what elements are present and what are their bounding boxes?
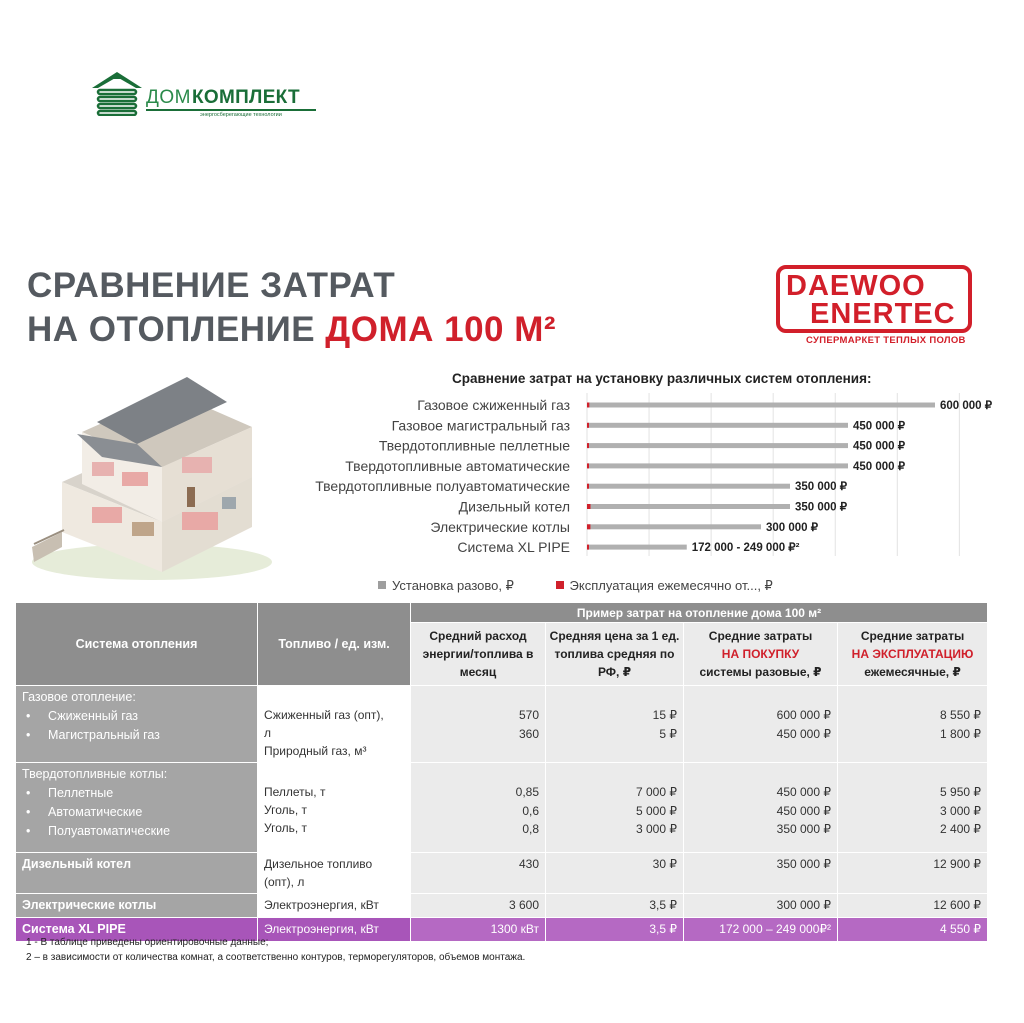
- chart-data-label: 172 000 - 249 000 ₽²: [691, 542, 800, 555]
- row-electric-system: [16, 894, 258, 918]
- row-solid-usage: [411, 763, 546, 853]
- row-electric-buy: 300 000 ₽: [684, 894, 838, 918]
- chart-bar-operation: [587, 443, 589, 448]
- row-diesel-price: 30 ₽: [546, 853, 684, 894]
- chart-title: Сравнение затрат на установку различных систем отопления:: [452, 371, 872, 386]
- brand-logo-daewoo-enertec: [776, 265, 972, 347]
- row-xl-usage: 1300 кВт: [411, 918, 546, 942]
- chart-bar-operation: [587, 403, 589, 408]
- house-cutaway-illustration: [22, 372, 272, 582]
- row-solid-monthly: [838, 763, 988, 853]
- row-gas-price-1: 15 ₽: [652, 708, 677, 722]
- legend-swatch-red: [556, 581, 564, 589]
- row-gas-system: [16, 686, 258, 763]
- chart-bar-operation: [587, 504, 591, 509]
- row-electric-fuel: Электроэнергия, кВт: [258, 894, 411, 918]
- header-system: Система отопления: [16, 603, 258, 686]
- row-xl-name: Система XL PIPE: [22, 922, 126, 936]
- table-row-solid: [16, 763, 988, 853]
- header-price: Средняя цена за 1 ед. топлива средняя по РФ, ₽: [546, 623, 684, 686]
- row-gas-usage: [411, 686, 546, 763]
- header-fuel: Топливо / ед. изм.: [258, 603, 411, 686]
- header-monthly-line2: НА ЭКСПЛУАТАЦИЮ: [851, 647, 974, 661]
- row-gas-name: Газовое отопление:: [22, 690, 136, 704]
- row-solid-fuel: [258, 763, 411, 853]
- row-solid-usage-1: 0,85: [515, 785, 539, 799]
- chart-bar-installation: [587, 463, 848, 468]
- legend-swatch-gray: [378, 581, 386, 589]
- table-row-gas: [16, 686, 988, 763]
- row-solid-monthly-1: 5 950 ₽: [940, 785, 982, 799]
- row-solid-buy-3: 350 000 ₽: [776, 822, 831, 836]
- chart-bar-operation: [587, 484, 589, 489]
- chart-data-label: 350 000 ₽: [795, 481, 848, 494]
- brand-line-1: DAEWOO: [786, 270, 926, 302]
- row-electric-usage: 3 600: [411, 894, 546, 918]
- chart-data-label: 350 000 ₽: [795, 501, 848, 514]
- row-gas-monthly-1: 8 550 ₽: [940, 708, 982, 722]
- row-gas-buy: [684, 686, 838, 763]
- header-monthly-line3: ежемесячные, ₽: [864, 665, 961, 679]
- title-line-2-prefix: НА ОТОПЛЕНИЕ: [27, 310, 326, 349]
- legend-label-installation: Установка разово, ₽: [392, 578, 514, 593]
- row-solid-system: [16, 763, 258, 853]
- row-gas-items: [22, 707, 251, 745]
- header-buy-line3: системы разовые, ₽: [699, 665, 822, 679]
- row-solid-name: Твердотопливные котлы:: [22, 767, 168, 781]
- header-monthly-line1: Средние затраты: [860, 629, 965, 643]
- chart-bar-operation: [587, 423, 589, 428]
- row-electric-monthly: 12 600 ₽: [838, 894, 988, 918]
- row-diesel-fuel-2: (опт), л: [264, 875, 305, 889]
- chart-category-label: Твердотопливные пеллетные: [378, 437, 570, 454]
- row-diesel-monthly: 12 900 ₽: [838, 853, 988, 894]
- row-diesel-buy: 350 000 ₽: [684, 853, 838, 894]
- chart-category-label: Газовое сжиженный газ: [417, 397, 570, 413]
- chart-category-label: Дизельный котел: [458, 498, 570, 515]
- table-row-electric: [16, 894, 988, 918]
- row-solid-item-3: • Полуавтоматические: [22, 822, 251, 841]
- row-solid-fuel-1: Пеллеты, т: [264, 785, 326, 799]
- chart-bar-operation: [587, 463, 589, 468]
- logo-tagline: энергосберегающие технологии: [200, 112, 282, 118]
- row-solid-fuel-3: Уголь, т: [264, 821, 308, 835]
- row-gas-buy-2: 450 000 ₽: [776, 726, 831, 741]
- row-gas-usage-1: 570: [518, 708, 539, 722]
- chart-category-label: Система XL PIPE: [457, 539, 570, 556]
- row-diesel-usage: 430: [411, 853, 546, 894]
- row-solid-monthly-2: 3 000 ₽: [940, 803, 982, 818]
- chart-bar-installation: [587, 484, 790, 489]
- row-gas-monthly: [838, 686, 988, 763]
- legend-label-operation: Эксплуатация ежемесячно от..., ₽: [569, 578, 773, 593]
- chart-bar-operation: [587, 545, 589, 550]
- header-buy: [684, 623, 838, 686]
- row-solid-fuel-2: Уголь, т: [264, 803, 308, 817]
- row-solid-buy-1: 450 000 ₽: [776, 785, 831, 799]
- row-electric-price: 3,5 ₽: [546, 894, 684, 918]
- row-solid-monthly-3: 2 400 ₽: [940, 822, 982, 836]
- brand-line-2: ENERTEC: [810, 298, 956, 330]
- row-solid-item-2: • Автоматические: [22, 803, 251, 822]
- header-super: Пример затрат на отопление дома 100 м²: [411, 603, 988, 623]
- footnotes: [26, 935, 525, 965]
- row-electric-name: Электрические котлы: [22, 898, 157, 912]
- row-solid-price: [546, 763, 684, 853]
- page-title: [27, 264, 556, 352]
- logo-text-komplekt: КОМПЛЕКТ: [192, 87, 300, 108]
- chart-category-label: Газовое магистральный газ: [391, 417, 570, 434]
- header-monthly: [838, 623, 988, 686]
- row-gas-fuel-2: л: [264, 726, 272, 740]
- header-usage: Средний расход энергии/топлива в месяц: [411, 623, 546, 686]
- row-solid-item-1: • Пеллетные: [22, 784, 251, 803]
- row-solid-items: [22, 784, 251, 841]
- header-buy-line2: НА ПОКУПКУ: [721, 647, 800, 661]
- chart-bar-installation: [587, 403, 935, 408]
- row-gas-monthly-2: 1 800 ₽: [940, 726, 982, 741]
- row-gas-price: [546, 686, 684, 763]
- chart-data-label: 600 000 ₽: [940, 400, 993, 412]
- row-solid-buy-2: 450 000 ₽: [776, 803, 831, 818]
- footnote-1: 1 - В таблице приведены ориентировочные данные;: [26, 937, 269, 948]
- row-gas-price-2: 5 ₽: [659, 726, 677, 741]
- row-diesel-system: [16, 853, 258, 894]
- row-solid-usage-2: 0,6: [522, 803, 539, 818]
- row-gas-usage-2: 360: [518, 726, 539, 741]
- row-solid-price-2: 5 000 ₽: [636, 803, 677, 818]
- brand-subtitle: СУПЕРМАРКЕТ ТЕПЛЫХ ПОЛОВ: [806, 335, 966, 346]
- chart-bar-installation: [587, 423, 848, 428]
- row-diesel-name: Дизельный котел: [22, 857, 132, 871]
- table-row-diesel: [16, 853, 988, 894]
- row-diesel-fuel: [258, 853, 411, 894]
- chart-data-label: 450 000 ₽: [853, 440, 906, 453]
- title-highlight: ДОМА 100 М²: [325, 310, 557, 349]
- chart-bar-operation: [587, 524, 590, 529]
- footnote-2: 2 – в зависимости от количества комнат, а соответственно контуров, терморегуляторов, объемов монтажа.: [26, 952, 526, 963]
- house-logo-icon: [90, 70, 144, 116]
- row-gas-buy-1: 600 000 ₽: [776, 708, 831, 722]
- company-logo: [90, 70, 330, 120]
- row-gas-fuel: [258, 686, 411, 763]
- chart-bar-installation: [587, 545, 687, 550]
- row-xl-fuel: Электроэнергия, кВт: [258, 918, 411, 942]
- chart-legend: [378, 578, 773, 594]
- row-solid-price-1: 7 000 ₽: [636, 785, 677, 799]
- chart-bar-installation: [587, 524, 761, 529]
- row-xl-monthly: 4 550 ₽: [838, 918, 988, 942]
- row-solid-usage-3: 0,8: [522, 822, 539, 836]
- logo-underline: [146, 109, 316, 111]
- row-xl-price: 3,5 ₽: [546, 918, 684, 942]
- chart-bar-installation: [587, 443, 848, 448]
- title-line-2: [27, 308, 556, 352]
- chart-data-label: 450 000 ₽: [853, 460, 906, 473]
- row-gas-fuel-1: Сжиженный газ (опт),: [264, 708, 384, 722]
- table-header-row-1: [16, 603, 988, 623]
- title-line-1: СРАВНЕНИЕ ЗАТРАТ: [27, 266, 396, 305]
- chart-data-label: 300 000 ₽: [766, 521, 819, 534]
- chart-category-label: Твердотопливные полуавтоматические: [315, 478, 570, 495]
- chart-category-label: Твердотопливные автоматические: [345, 457, 570, 474]
- row-diesel-fuel-1: Дизельное топливо: [264, 857, 373, 871]
- row-solid-price-3: 3 000 ₽: [636, 822, 677, 836]
- row-gas-item-1: • Сжиженный газ: [22, 707, 251, 726]
- row-gas-item-2: • Магистральный газ: [22, 726, 251, 745]
- row-xl-buy: 172 000 – 249 000₽²: [684, 918, 838, 942]
- chart-bar-installation: [587, 504, 790, 509]
- chart-data-label: 450 000 ₽: [853, 420, 906, 433]
- row-solid-buy: [684, 763, 838, 853]
- logo-text-dom: ДОМ: [146, 87, 191, 108]
- brand-frame: [776, 265, 972, 333]
- legend-item-operation: [556, 578, 773, 593]
- cost-comparison-table: [15, 602, 988, 942]
- chart-category-label: Электрические котлы: [430, 518, 570, 535]
- legend-item-installation: [378, 578, 514, 593]
- header-buy-line1: Средние затраты: [708, 629, 813, 643]
- row-gas-fuel-3: Природный газ, м³: [264, 744, 367, 758]
